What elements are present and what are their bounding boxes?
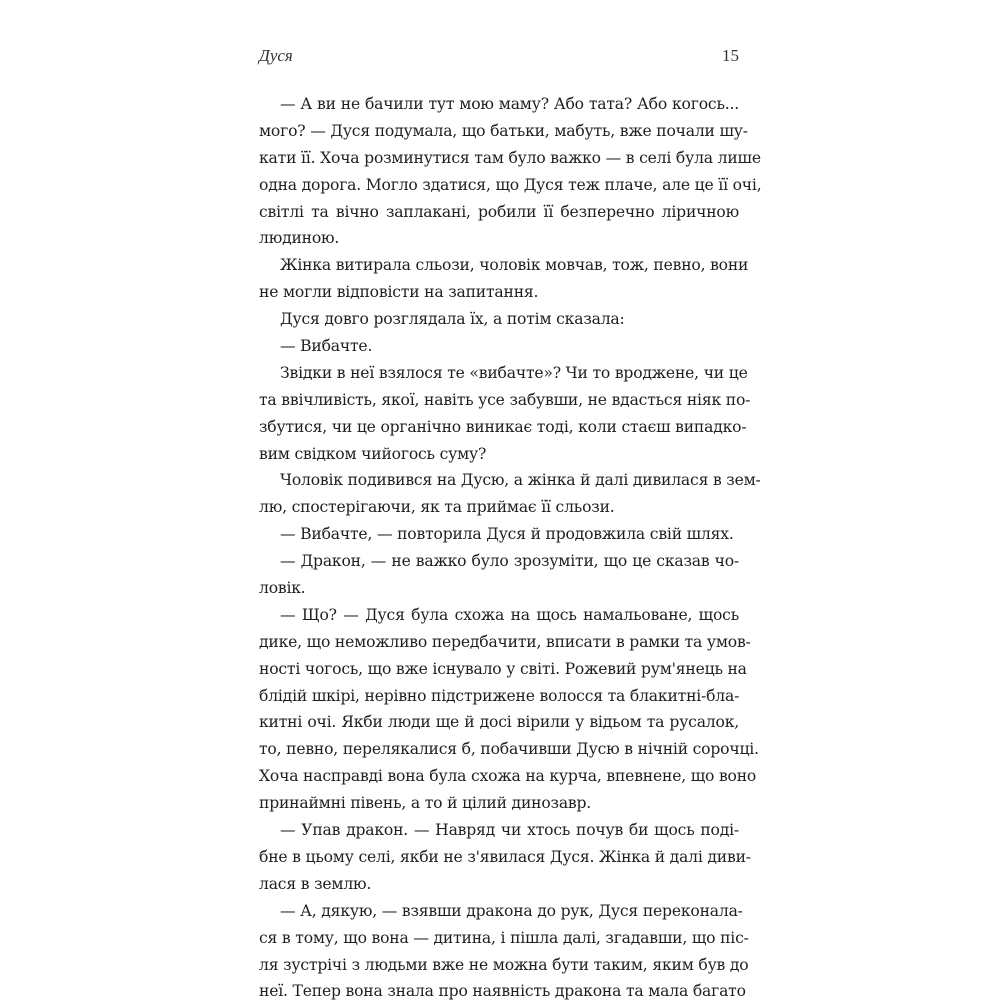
text-line: збутися, чи це органічно виникає тоді, коли стаєш випадко- xyxy=(259,417,747,436)
text-line: ля зустрічі з людьми вже не можна бути таким, яким був до xyxy=(259,955,749,974)
text-line: не могли відповісти на запитання. xyxy=(259,283,539,302)
text-line: — Дракон, — не важко було зрозуміти, що це сказав чо- xyxy=(280,552,739,571)
text-line: вим свідком чийогось суму? xyxy=(259,444,487,463)
text-line: Звідки в неї взялося те «вибачте»? Чи то вроджене, чи це xyxy=(280,363,748,382)
running-title: Дуся xyxy=(259,46,293,65)
text-line: ловік. xyxy=(259,579,306,598)
text-line: Дуся довго розглядала їх, а потім сказала: xyxy=(280,310,625,329)
text-line: китні очі. Якби люди ще й досі вірили у відьом та русалок, xyxy=(259,713,739,732)
text-line: кати її. Хоча розминутися там було важко — в селі була лише xyxy=(259,148,761,167)
text-line: — Вибачте, — повторила Дуся й продовжила свій шлях. xyxy=(280,525,734,544)
text-line: то, певно, перелякалися б, побачивши Дусю в нічній сорочці. xyxy=(259,740,759,759)
text-line: ності чогось, що вже існувало у світі. Рожевий рум'янець на xyxy=(259,659,747,678)
page-number: 15 xyxy=(722,46,739,65)
body-text xyxy=(259,91,762,1000)
text-line: неї. Тепер вона знала про наявність дракона та мала багато xyxy=(259,982,746,1000)
text-line: Хоча насправді вона була схожа на курча, впевнене, що воно xyxy=(259,767,757,786)
text-line: та ввічливість, якої, навіть усе забувши, не вдасться ніяк по- xyxy=(259,390,751,409)
text-line: — Вибачте. xyxy=(280,337,373,356)
text-line: — Що? — Дуся була схожа на щось намальоване, щось xyxy=(280,605,739,624)
text-line: принаймні півень, а то й цілий динозавр. xyxy=(259,794,592,813)
text-line: світлі та вічно заплакані, робили її безперечно ліричною xyxy=(259,202,739,221)
text-line: дике, що неможливо передбачити, вписати в рамки та умов- xyxy=(259,632,751,651)
text-line: лася в землю. xyxy=(259,874,372,893)
text-line: мого? — Дуся подумала, що батьки, мабуть, вже почали шу- xyxy=(259,121,748,140)
text-line: — А, дякую, — взявши дракона до рук, Дуся переконала- xyxy=(280,901,743,920)
text-line: Жінка витирала сльози, чоловік мовчав, тож, певно, вони xyxy=(280,256,749,275)
text-line: — А ви не бачили тут мою маму? Або тата? Або когось... xyxy=(280,95,739,113)
text-line: одна дорога. Могло здатися, що Дуся теж плаче, але це її очі, xyxy=(259,175,762,194)
text-line: бне в цьому селі, якби не з'явилася Дуся. Жінка й далі диви- xyxy=(259,847,751,866)
text-line: людиною. xyxy=(259,229,340,248)
text-line: — Упав дракон. — Навряд чи хтось почув би щось поді- xyxy=(280,821,739,840)
text-line: Чоловік подивився на Дусю, а жінка й далі дивилася в зем- xyxy=(280,471,761,490)
text-line: блідій шкірі, нерівно підстрижене волосся та блакитні-бла- xyxy=(259,686,740,705)
text-line: лю, спостерігаючи, як та приймає її сльози. xyxy=(259,498,615,517)
text-line: ся в тому, що вона — дитина, і пішла далі, згадавши, що піс- xyxy=(259,928,749,947)
